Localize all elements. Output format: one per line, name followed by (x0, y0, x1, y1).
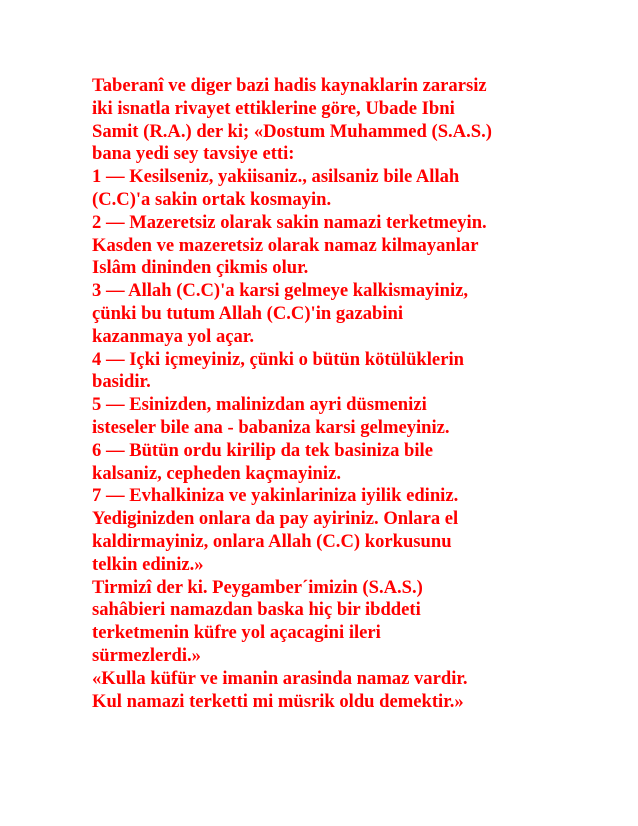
text-line-2: iki isnatla rivayet ettiklerine göre, Ubade Ibni (92, 97, 455, 119)
text-line-18: kalsaniz, cepheden kaçmayiniz. (92, 462, 341, 484)
text-line-27: «Kulla küfür ve imanin arasinda namaz vardir. (92, 667, 468, 689)
text-line-8: Kasden ve mazeretsiz olarak namaz kilmayanlar (92, 234, 479, 256)
text-line-10: 3 — Allah (C.C)'a karsi gelmeye kalkismayiniz, (92, 280, 469, 302)
text-line-5: 1 — Kesilseniz, yakiisaniz., asilsaniz bile Allah (92, 166, 460, 188)
text-line-28: Kul namazi terketti mi müsrik oldu demektir.» (92, 690, 464, 712)
text-line-26: sürmezlerdi.» (92, 644, 201, 666)
text-line-13: 4 — Içki içmeyiniz, çünki o bütün kötülüklerin (92, 348, 464, 370)
text-line-19: 7 — Evhalkiniza ve yakinlariniza iyilik ediniz. (92, 485, 459, 507)
text-line-25: terketmenin küfre yol açacagini ileri (92, 622, 381, 644)
text-line-17: 6 — Bütün ordu kirilip da tek basiniza bile (92, 439, 433, 461)
text-line-24: sahâbieri namazdan baska hiç bir ibddeti (92, 599, 421, 621)
text-line-21: kaldirmayiniz, onlara Allah (C.C) korkusunu (92, 530, 452, 552)
text-line-20: Yediginizden onlara da pay ayiriniz. Onlara el (92, 508, 459, 530)
text-line-15: 5 — Esinizden, malinizdan ayri düsmenizi (92, 394, 427, 416)
text-line-6: (C.C)'a sakin ortak kosmayin. (92, 188, 332, 210)
text-line-11: çünki bu tutum Allah (C.C)'in gazabini (92, 302, 404, 324)
text-line-14: basidir. (92, 371, 151, 393)
text-line-12: kazanmaya yol açar. (92, 325, 255, 347)
text-line-16: isteseler bile ana - babaniza karsi gelmeyiniz. (92, 416, 450, 438)
text-line-3: Samit (R.A.) der ki; «Dostum Muhammed (S.A.S.) (92, 120, 492, 142)
text-line-9: Islâm dininden çikmis olur. (92, 257, 309, 279)
document-body (92, 75, 562, 713)
text-line-4: bana yedi sey tavsiye etti: (92, 143, 295, 165)
text-line-1: Taberanî ve diger bazi hadis kaynaklarin zararsiz (92, 75, 487, 96)
text-line-7: 2 — Mazeretsiz olarak sakin namazi terketmeyin. (92, 211, 487, 233)
text-line-23: Tirmizî der ki. Peygamber´imizin (S.A.S.) (92, 576, 423, 598)
text-line-22: telkin ediniz.» (92, 553, 204, 575)
